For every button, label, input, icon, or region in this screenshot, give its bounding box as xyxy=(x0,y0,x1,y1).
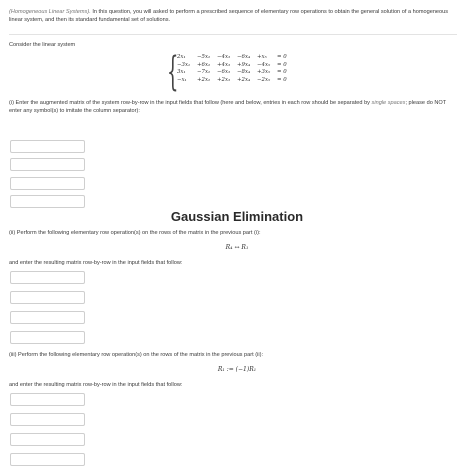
term: +2x₃ xyxy=(217,76,231,83)
part3-row4-input[interactable] xyxy=(10,453,85,466)
term: −6x₄ xyxy=(237,54,251,60)
part1-note: single spaces xyxy=(371,100,406,106)
term: = 0 xyxy=(277,61,287,68)
term: = 0 xyxy=(277,76,287,83)
term: −x₁ xyxy=(177,76,187,83)
term: +3x₅ xyxy=(257,69,271,75)
part2-text: (ii) Perform the following elementary row operation(s) on the rows of the matrix in the previous part (i): xyxy=(9,230,261,236)
term: −3x₁ xyxy=(177,61,191,68)
term: −4x₃ xyxy=(217,54,231,60)
section-heading: Gaussian Elimination xyxy=(170,209,304,224)
term: −6x₃ xyxy=(217,69,231,75)
part1-row2-input[interactable] xyxy=(10,158,85,171)
term: +2x₄ xyxy=(237,76,251,83)
linear-system xyxy=(167,49,303,95)
part1-text: (i) Enter the augmented matrix of the system row-by-row in the input fields that follow (here and below, entries in each row should be separated by xyxy=(9,100,372,106)
part2-row1-input[interactable] xyxy=(10,271,85,284)
term: −7x₂ xyxy=(197,69,211,75)
term: +6x₂ xyxy=(197,61,211,68)
divider xyxy=(9,34,457,35)
part3-row1-input[interactable] xyxy=(10,393,85,406)
part3-row2-input[interactable] xyxy=(10,413,85,426)
part2-row4-input[interactable] xyxy=(10,331,85,344)
part3-row3-input[interactable] xyxy=(10,433,85,446)
term: −5x₂ xyxy=(197,54,211,60)
part3-enter-text: and enter the resulting matrix row-by-row in the input fields that follow: xyxy=(9,382,183,388)
term: +9x₄ xyxy=(237,61,251,68)
part2-row3-input[interactable] xyxy=(10,311,85,324)
term: −2x₅ xyxy=(257,76,271,83)
term: +4x₃ xyxy=(217,61,231,68)
term: = 0 xyxy=(277,54,287,60)
part1-text-2: ; please do NOT enter any symbol(s) to imitate the column separator): xyxy=(9,100,447,114)
intro-text: In this question, you will asked to perform a prescribed sequence of elementary row operations to obtain the general solution of a homogeneous linear system, and then its standard fundamental set of solutions. xyxy=(9,9,449,23)
left-brace: { xyxy=(167,49,179,95)
part1-row3-input[interactable] xyxy=(10,177,85,190)
equation-grid xyxy=(177,54,297,83)
term: −4x₅ xyxy=(257,61,271,68)
term: −8x₄ xyxy=(237,69,251,75)
part1-row1-input[interactable] xyxy=(10,140,85,153)
intro-paragraph xyxy=(9,8,457,24)
part2-row2-input[interactable] xyxy=(10,291,85,304)
term: +2x₂ xyxy=(197,76,211,83)
part2-enter-text: and enter the resulting matrix row-by-row in the input fields that follow: xyxy=(9,260,183,266)
part3-operation: R₁ := (−1)R₁ xyxy=(217,366,257,373)
consider-label: Consider the linear system xyxy=(9,42,76,48)
intro-topic: (Homogeneous Linear Systems). xyxy=(9,9,91,15)
term: 2x₁ xyxy=(177,54,186,60)
part3-text: (iii) Perform the following elementary row operation(s) on the rows of the matrix in the previous part (ii): xyxy=(9,352,263,358)
term: = 0 xyxy=(277,69,287,75)
part2-operation: R₄ ↔ R₁ xyxy=(225,244,249,251)
term: +x₅ xyxy=(257,54,267,60)
term: 3x₁ xyxy=(177,69,186,75)
part1-instructions xyxy=(9,99,459,115)
part1-row4-input[interactable] xyxy=(10,195,85,208)
